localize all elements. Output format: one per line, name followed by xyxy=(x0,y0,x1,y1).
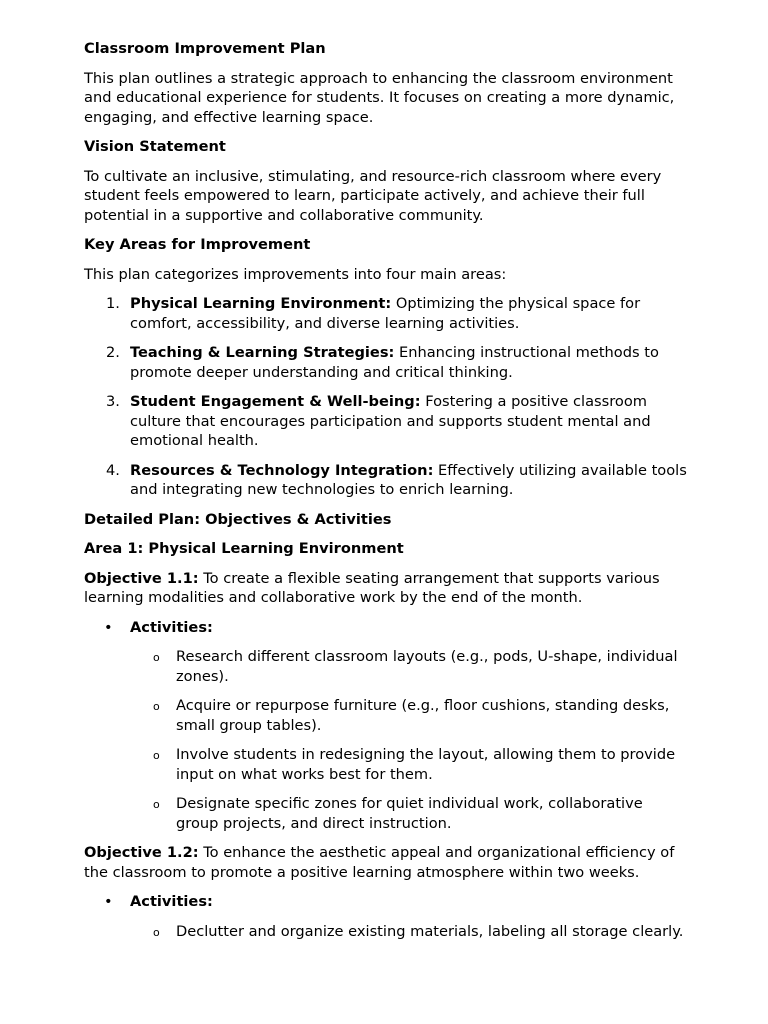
activity-text: Involve students in redesigning the layout, allowing them to provide input on what works best for them. xyxy=(176,746,676,783)
activity-text: Research different classroom layouts (e.g., pods, U-shape, individual zones). xyxy=(176,648,678,685)
sub-bullet-marker: o xyxy=(153,798,160,811)
activities-bullet xyxy=(84,618,688,638)
document-page xyxy=(84,39,688,951)
document-title: Classroom Improvement Plan xyxy=(84,40,326,57)
activity-item xyxy=(84,745,688,784)
item-number: 4. xyxy=(106,461,120,479)
sub-bullet-marker: o xyxy=(153,651,160,664)
numbered-item xyxy=(84,392,688,451)
item-label: Resources & Technology Integration: xyxy=(130,461,434,479)
vision-paragraph: To cultivate an inclusive, stimulating, and resource-rich classroom where every student feels empowered to learn, participate actively, and achieve their full potential in a supportive and collaborative community. xyxy=(84,167,662,224)
sub-bullet-marker: o xyxy=(153,925,160,939)
activities-label: Activities: xyxy=(130,618,213,636)
numbered-item xyxy=(84,294,688,333)
objective-text: To enhance the aesthetic appeal and organizational efficiency of the classroom to promote a positive learning atmosphere within two weeks. xyxy=(84,844,675,881)
activity-text: Acquire or repurpose furniture (e.g., floor cushions, standing desks, small group tables). xyxy=(176,697,670,734)
item-number: 1. xyxy=(106,295,120,312)
objective-1-1 xyxy=(84,569,688,608)
item-label: Teaching & Learning Strategies: xyxy=(130,344,395,361)
item-label: Student Engagement & Well-being: xyxy=(130,393,421,410)
numbered-item xyxy=(84,461,688,500)
activity-text: Declutter and organize existing materials, labeling all storage clearly. xyxy=(176,922,684,940)
activity-item xyxy=(84,647,688,686)
item-number: 2. xyxy=(106,344,120,361)
detailed-plan-heading: Detailed Plan: Objectives & Activities xyxy=(84,510,392,528)
activities-bullet xyxy=(84,892,688,912)
objective-1-2 xyxy=(84,843,688,882)
sub-bullet-marker: o xyxy=(153,700,160,713)
item-text: Effectively utilizing available tools and integrating new technologies to enrich learning. xyxy=(130,461,687,498)
item-text: Enhancing instructional methods to promote deeper understanding and critical thinking. xyxy=(130,344,659,381)
activity-item xyxy=(84,696,688,735)
item-text: Optimizing the physical space for comfort, accessibility, and diverse learning activities. xyxy=(130,295,641,332)
sub-bullet-marker: o xyxy=(153,749,160,762)
objective-label: Objective 1.1: xyxy=(84,569,199,587)
vision-heading: Vision Statement xyxy=(84,138,226,155)
item-text: Fostering a positive classroom culture that encourages participation and supports student mental and emotional health. xyxy=(130,393,651,449)
activities-label: Activities: xyxy=(130,893,213,910)
key-areas-heading: Key Areas for Improvement xyxy=(84,236,311,253)
activity-item xyxy=(84,794,688,833)
objective-text: To create a flexible seating arrangement that supports various learning modalities and collaborative work by the end of the month. xyxy=(84,569,660,606)
bullet-marker: • xyxy=(104,893,113,910)
item-number: 3. xyxy=(106,393,120,410)
activity-text: Designate specific zones for quiet individual work, collaborative group projects, and direct instruction. xyxy=(176,795,643,832)
item-label: Physical Learning Environment: xyxy=(130,295,392,312)
bullet-marker: • xyxy=(104,618,113,636)
key-areas-intro: This plan categorizes improvements into four main areas: xyxy=(84,265,507,283)
intro-paragraph: This plan outlines a strategic approach to enhancing the classroom environment and educational experience for students. It focuses on creating a more dynamic, engaging, and effective learning space. xyxy=(84,69,675,126)
objective-label: Objective 1.2: xyxy=(84,844,199,861)
activity-item xyxy=(84,922,688,942)
numbered-item xyxy=(84,343,688,382)
area1-heading: Area 1: Physical Learning Environment xyxy=(84,540,404,557)
